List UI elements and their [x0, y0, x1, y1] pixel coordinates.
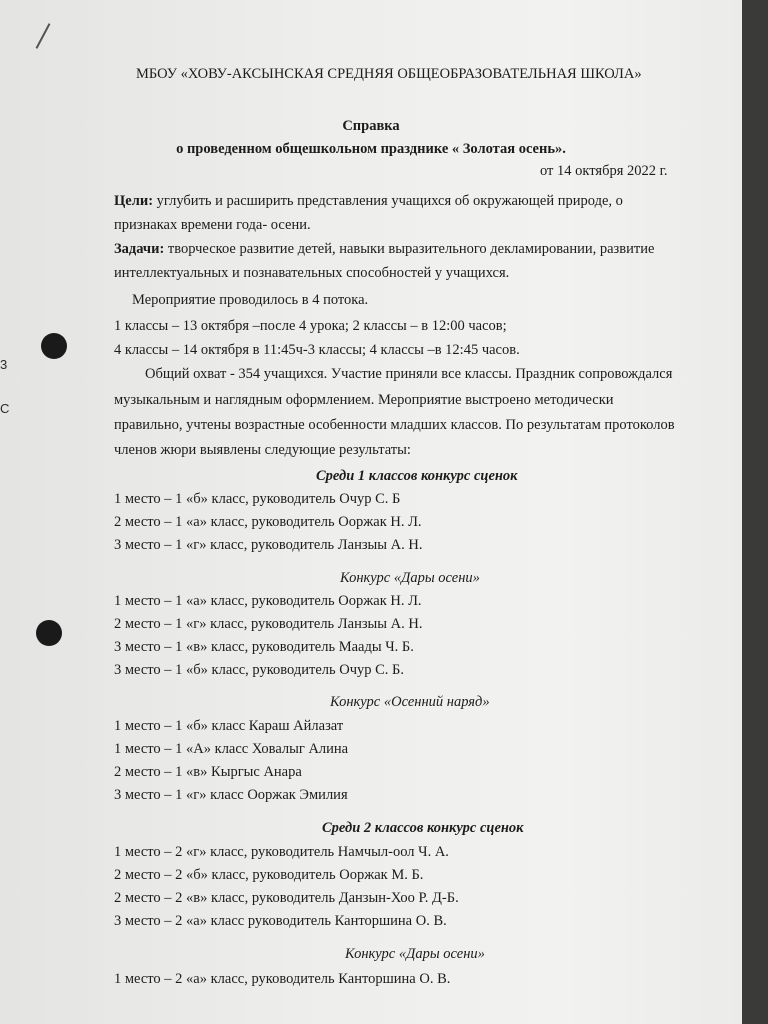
result-item: 1 место – 2 «а» класс, руководитель Канторшина О. В.: [114, 971, 451, 987]
summary-line-3: правильно, учтены возрастные особенности младших классов. По результатам протоколов: [114, 417, 675, 433]
goals-label: Цели:: [114, 193, 154, 209]
result-item: 3 место – 1 «в» класс, руководитель Маады Ч. Б.: [114, 639, 414, 655]
section-heading: Среди 1 классов конкурс сценок: [316, 468, 518, 484]
goals-text: углубить и расширить представления учащихся об окружающей природе, о: [153, 193, 623, 209]
doc-title: Справка: [342, 118, 400, 134]
section-heading: Среди 2 классов конкурс сценок: [322, 820, 524, 836]
result-item: 2 место – 2 «б» класс, руководитель Ооржак М. Б.: [114, 867, 424, 883]
section-heading: Конкурс «Дары осени»: [340, 570, 480, 586]
result-item: 3 место – 2 «а» класс руководитель Канторшина О. В.: [114, 913, 447, 929]
result-item: 1 место – 1 «А» класс Ховалыг Алина: [114, 741, 349, 757]
result-item: 1 место – 1 «б» класс, руководитель Очур С. Б: [114, 491, 401, 507]
result-item: 2 место – 1 «г» класс, руководитель Ланзыы А. Н.: [114, 616, 423, 632]
tasks-line-2: интеллектуальных и познавательных способностей у учащихся.: [114, 265, 510, 281]
goals-line-2: признаках времени года- осени.: [114, 217, 311, 233]
punch-hole: [41, 333, 67, 359]
goals-line-1: [114, 193, 623, 210]
section-heading: Конкурс «Осенний наряд»: [330, 694, 490, 710]
section-heading: Конкурс «Дары осени»: [345, 946, 485, 962]
punch-hole: [36, 620, 62, 646]
doc-date: от 14 октября 2022 г.: [540, 163, 668, 179]
result-item: 3 место – 1 «г» класс Ооржак Эмилия: [114, 787, 348, 803]
tasks-text: творческое развитие детей, навыки выразительного декламировании, развитие: [164, 241, 655, 257]
edge-glyph: C: [0, 401, 10, 416]
summary-line-2: музыкальным и наглядным оформлением. Мероприятие выстроено методически: [114, 392, 614, 408]
summary-line-1: Общий охват - 354 учащихся. Участие приняли все классы. Праздник сопровождался: [145, 366, 673, 382]
result-item: 1 место – 2 «г» класс, руководитель Намчыл-оол Ч. А.: [114, 844, 449, 860]
doc-subtitle: о проведенном общешкольном празднике « Золотая осень».: [176, 141, 566, 157]
result-item: 3 место – 1 «г» класс, руководитель Ланзыы А. Н.: [114, 537, 423, 553]
schedule-line-1: 1 классы – 13 октября –после 4 урока; 2 классы – в 12:00 часов;: [114, 318, 507, 334]
result-item: 1 место – 1 «б» класс Караш Айлазат: [114, 718, 344, 734]
edge-glyph: 3: [0, 357, 8, 372]
result-item: 2 место – 2 «в» класс, руководитель Данзын-Хоо Р. Д-Б.: [114, 890, 459, 906]
pen-mark: [36, 23, 51, 49]
tasks-line-1: [114, 241, 654, 258]
streams-line: Мероприятие проводилось в 4 потока.: [132, 292, 369, 308]
result-item: 3 место – 1 «б» класс, руководитель Очур С. Б.: [114, 662, 404, 678]
school-name: МБОУ «ХОВУ-АКСЫНСКАЯ СРЕДНЯЯ ОБЩЕОБРАЗОВАТЕЛЬНАЯ ШКОЛА»: [136, 66, 642, 82]
summary-line-4: членов жюри выявлены следующие результаты:: [114, 442, 411, 458]
result-item: 2 место – 1 «а» класс, руководитель Ооржак Н. Л.: [114, 514, 422, 530]
result-item: 1 место – 1 «а» класс, руководитель Ооржак Н. Л.: [114, 593, 422, 609]
result-item: 2 место – 1 «в» Кыргыс Анара: [114, 764, 302, 780]
tasks-label: Задачи:: [114, 241, 165, 257]
schedule-line-2: 4 классы – 14 октября в 11:45ч-3 классы; 4 классы –в 12:45 часов.: [114, 342, 520, 358]
